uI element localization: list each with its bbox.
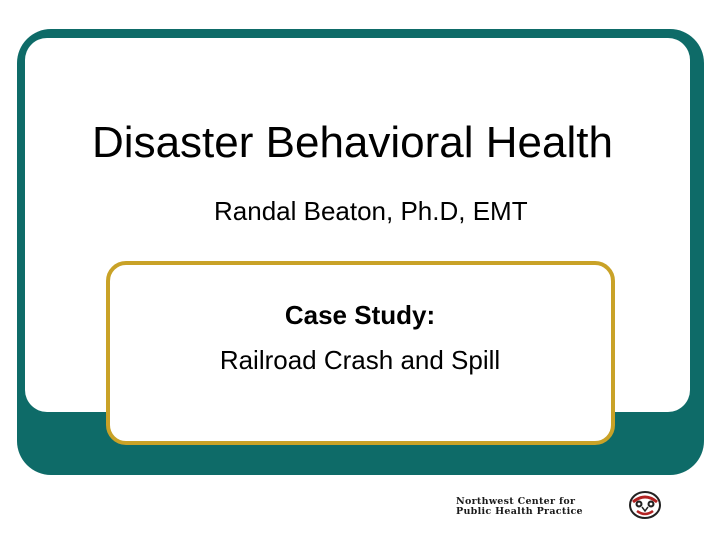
- nwcphp-logo: [456, 497, 624, 517]
- case-study-subtitle: Railroad Crash and Spill: [219, 345, 501, 375]
- case-study-heading: Case Study:: [284, 300, 436, 330]
- presenter-name: Randal Beaton, Ph.D, EMT: [214, 196, 528, 226]
- logo-line-1: Northwest Center for: [456, 496, 576, 507]
- nw-tribal-emblem-icon: [628, 490, 662, 520]
- logo-line-2: Public Health Practice: [456, 505, 583, 517]
- slide-title: Disaster Behavioral Health: [92, 118, 613, 167]
